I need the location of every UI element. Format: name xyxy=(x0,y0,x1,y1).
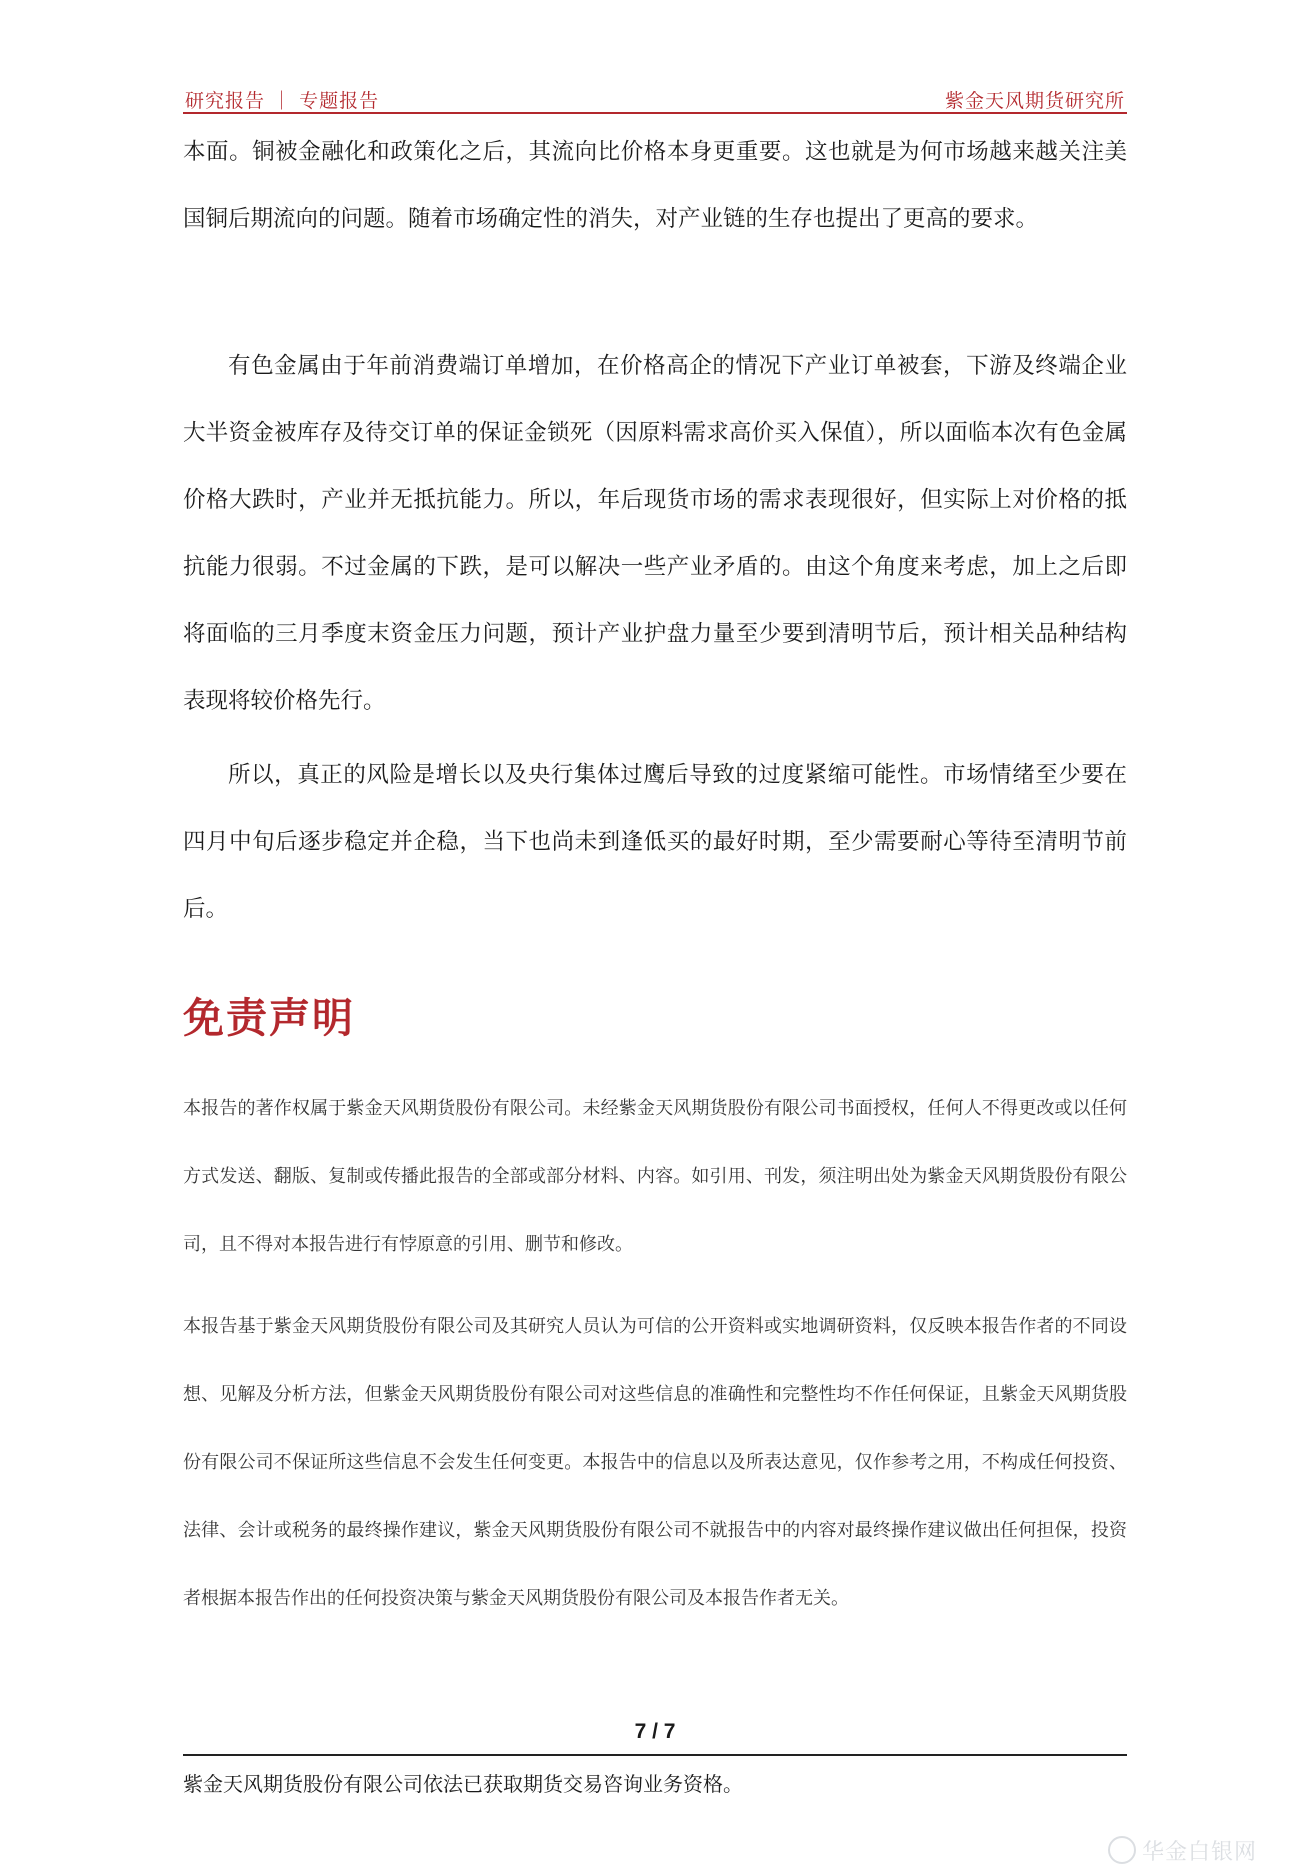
disclaimer-paragraph: 本报告基于紫金天风期货股份有限公司及其研究人员认为可信的公开资料或实地调研资料，仅反映本报告作者的不同设想、见解及分析方法，但紫金天风期货股份有限公司对这些信息的准确性和完整性均不作任何保证，且紫金天风期货股份有限公司不保证所这些信息不会发生任何变更。本报告中的信息以及所表达意见，仅作参考之用，不构成任何投资、法律、会计或税务的最终操作建议，紫金天风期货股份有限公司不就报告中的内容对最终操作建议做出任何担保，投资者根据本报告作出的任何投资决策与紫金天风期货股份有限公司及本报告作者无关。 xyxy=(183,1316,1127,1609)
disclaimer-title: 免责声明 xyxy=(183,994,355,1042)
institute-name: 紫金天风期货研究所 xyxy=(944,90,1125,112)
watermark-text: 华金白银网 xyxy=(1142,1839,1258,1865)
body-paragraph: 有色金属由于年前消费端订单增加，在价格高企的情况下产业订单被套，下游及终端企业大半资金被库存及待交订单的保证金锁死（因原料需求高价买入保值），所以面临本次有色金属价格大跌时，产业并无抵抗能力。所以，年后现货市场的需求表现很好，但实际上对价格的抵抗能力很弱。不过金属的下跌，是可以解决一些产业矛盾的。由这个角度来考虑，加上之后即将面临的三月季度末资金压力问题，预计产业护盘力量至少要到清明节后，预计相关品种结构表现将较价格先行。 xyxy=(183,353,1127,714)
watermark xyxy=(1108,1835,1257,1865)
report-category: 研究报告 ｜ 专题报告 xyxy=(185,90,380,112)
watermark-logo-icon xyxy=(1108,1836,1136,1864)
footer-qualification: 紫金天风期货股份有限公司依法已获取期货交易咨询业务资格。 xyxy=(183,1772,743,1796)
page-header xyxy=(183,86,1127,114)
page-number: 7 / 7 xyxy=(634,1720,676,1743)
disclaimer-paragraph: 本报告的著作权属于紫金天风期货股份有限公司。未经紫金天风期货股份有限公司书面授权，任何人不得更改或以任何方式发送、翻版、复制或传播此报告的全部或部分材料、内容。如引用、刊发，须注明出处为紫金天风期货股份有限公司，且不得对本报告进行有悖原意的引用、删节和修改。 xyxy=(183,1098,1127,1255)
body-paragraph: 所以，真正的风险是增长以及央行集体过鹰后导致的过度紧缩可能性。市场情绪至少要在四月中旬后逐步稳定并企稳，当下也尚未到逢低买的最好时期，至少需要耐心等待至清明节前后。 xyxy=(183,762,1127,922)
body-paragraph: 本面。铜被金融化和政策化之后，其流向比价格本身更重要。这也就是为何市场越来越关注美国铜后期流向的问题。随着市场确定性的消失，对产业链的生存也提出了更高的要求。 xyxy=(183,139,1127,232)
footer-divider xyxy=(183,1754,1127,1756)
